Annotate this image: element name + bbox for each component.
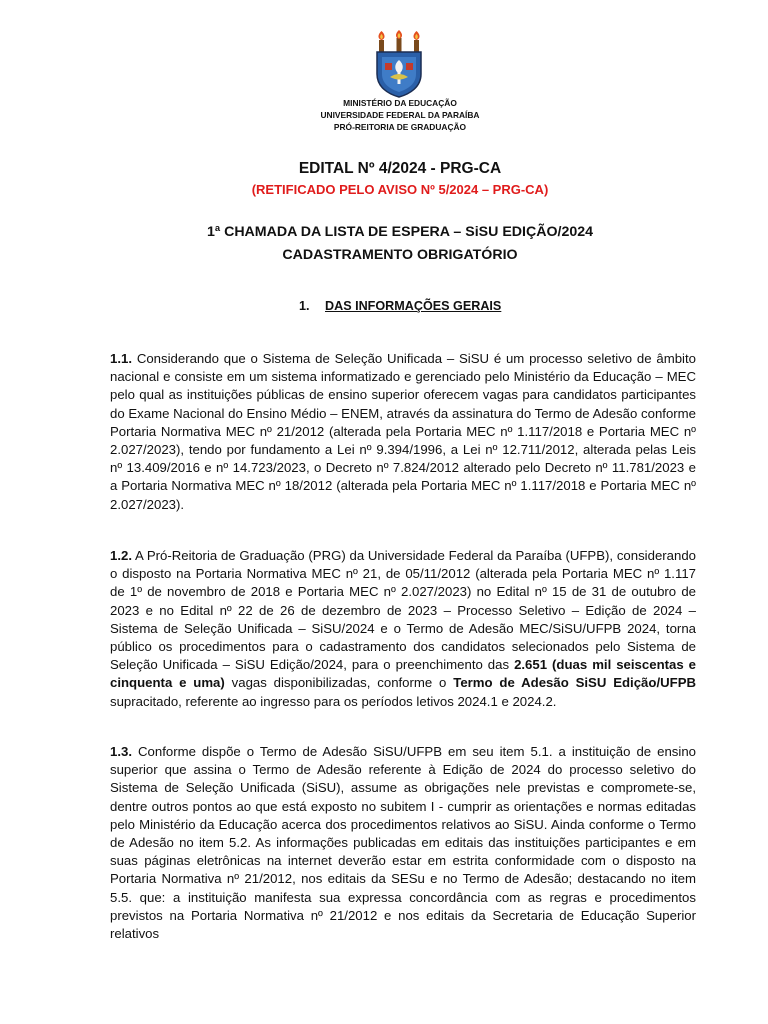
paragraph-text: A Pró-Reitoria de Graduação (PRG) da Universidade Federal da Paraíba (UFPB), considerando o disposto na Portaria Normativa MEC nº 21, de 05/11/2012 (alterada pela Portaria MEC nº 1.117 de 1º de novembro de 2018 e Portaria MEC nº 2.027/2023) no Edital nº 15 de 31 de outubro de 2023 e no Edital nº 22 de 26 de dezembro de 2023 – Processo Seletivo – Edição de 2024 – Sistema de Seleção Unificada – SiSU/2024 e o Termo de Adesão MEC/SiSU/UFPB 2024, torna público os procedimentos para o cadastramento dos candidatos selecionados pelo Sistema de Seleção Unificada – SiSU Edição/2024, para o preenchimento das (110, 548, 697, 673)
paragraph-number: 1.2. (110, 548, 132, 563)
paragraph-number: 1.1. (110, 351, 132, 366)
paragraph-text: Conforme dispõe o Termo de Adesão SiSU/UFPB em seu item 5.1. a instituição de ensino superior que assina o Termo de Adesão referente à Edição de 2024 do processo seletivo do Sistema de Seleção Unificada (SiSU), assume as obrigações nele previstas e compromete-se, dentre outros pontos ao que está exposto no subitem I - cumprir as orientações e normas editadas pelo Ministério da Educação acerca dos procedimentos relativos ao SiSU. Ainda conforme o Termo de Adesão no item 5.2. As informações publicadas em editais das instituições participantes e em suas páginas eletrônicas na internet deverão estar em estrita conformidade com o disposto na Portaria Normativa nº 21/2012, nos editais da SESu e no Termo de Adesão; destacando no item 5.5. que: a instituição manifesta sua expressa concordância com as regras e procedimentos previstos na Portaria Normativa nº 21/2012 e nos editais da Secretaria de Educação Superior relativos (110, 744, 696, 942)
retification-notice: (RETIFICADO PELO AVISO Nº 5/2024 – PRG-CA) (251, 182, 549, 197)
paragraph-1-3 (110, 743, 696, 943)
vacancy-count: 2.651 (duas mil seiscentas e cinquenta e uma) (110, 657, 696, 691)
university-name: UNIVERSIDADE FEDERAL DA PARAÍBA (320, 110, 480, 120)
paragraph-number: 1.3. (110, 744, 132, 759)
paragraph-1-2 (110, 547, 696, 711)
registration-subtitle: CADASTRAMENTO OBRIGATÓRIO (282, 247, 518, 263)
paragraph-text: supracitado, referente ao ingresso para os períodos letivos 2024.1 e 2024.2. (110, 693, 557, 709)
paragraph-text: Considerando que o Sistema de Seleção Unificada – SiSU é um processo seletivo de âmbito nacional e consiste em um sistema informatizado e gerenciado pelo Ministério da Educação – MEC pelo qual as instituições públicas de ensino superior oferecem vagas para candidatos participantes do Exame Nacional do Ensino Médio – ENEM, através da assinatura do Termo de Adesão conforme Portaria Normativa MEC nº 21/2012 (alterada pela Portaria MEC nº 1.117/2018 e Portaria MEC nº 2.027/2023), tendo por fundamento a Lei nº 9.394/1996, a Lei nº 12.711/2012, alterada pelas Leis nº 13.409/2016 e nº 14.723/2023, o Decreto nº 7.824/2012 alterado pelo Decreto nº 11.781/2023 e a Portaria Normativa MEC nº 18/2012 (alterada pela Portaria MEC nº 1.117/2018 e Portaria MEC nº 2.027/2023). (110, 351, 696, 512)
ufpb-crest-logo (371, 30, 427, 98)
adhesion-term-name: Termo de Adesão SiSU Edição/UFPB (453, 675, 697, 691)
paragraph-1-1 (110, 350, 696, 514)
section-title: DAS INFORMAÇÕES GERAIS (325, 299, 502, 313)
edital-title: EDITAL Nº 4/2024 - PRG-CA (298, 160, 502, 177)
section-heading (299, 297, 501, 315)
call-subtitle: 1ª CHAMADA DA LISTA DE ESPERA – SiSU EDIÇÃO/2024 (206, 224, 594, 240)
pro-rectorate-name: PRÓ-REITORIA DE GRADUAÇÃO (333, 122, 467, 132)
section-number: 1. (299, 299, 310, 313)
paragraph-text: vagas disponibilizadas, conforme o (231, 675, 447, 691)
ministry-name: MINISTÉRIO DA EDUCAÇÃO (343, 98, 457, 108)
